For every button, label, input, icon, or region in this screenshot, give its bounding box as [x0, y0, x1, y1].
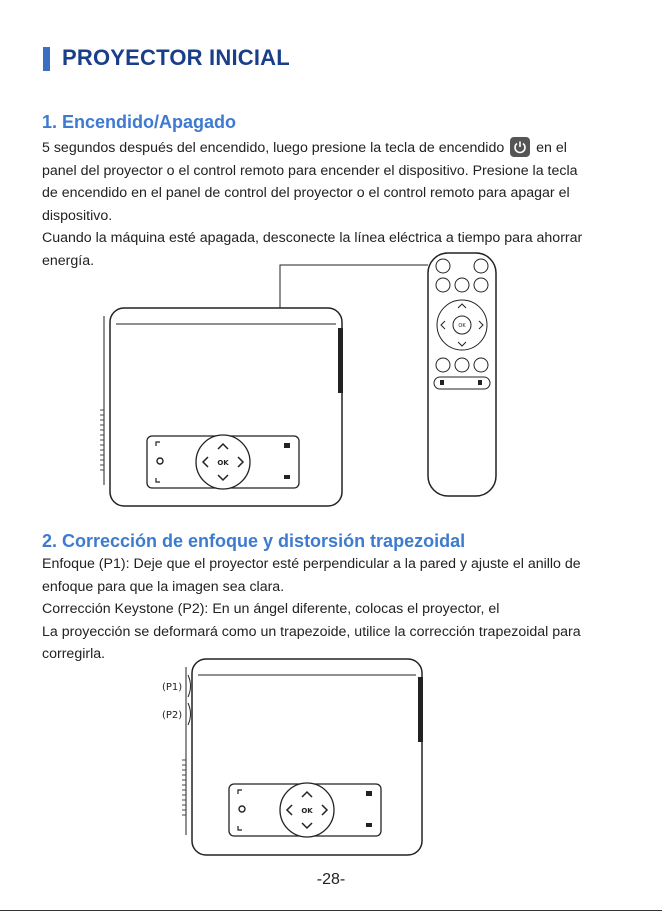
section2-line2: enfoque para que la imagen sea clara.	[42, 578, 285, 595]
projector-remote-diagram	[0, 250, 662, 510]
section2-text	[42, 553, 581, 666]
section1-line4: dispositivo.	[42, 207, 113, 224]
focus-keystone-diagram	[0, 655, 662, 865]
svg-text:OK: OK	[301, 807, 313, 815]
section1-line5: Cuando la máquina esté apagada, desconecte la línea eléctrica a tiempo para ahorrar	[42, 230, 583, 246]
section1-line3: de encendido en el panel de control del proyector o el control remoto para apagar el	[42, 185, 570, 201]
section2-line1: Enfoque (P1): Deje que el proyector esté perpendicular a la pared y ajuste el anillo de	[42, 556, 581, 572]
power-icon	[510, 137, 530, 157]
ok-label: OK	[217, 459, 229, 467]
section2-heading: 2. Corrección de enfoque y distorsión trapezoidal	[42, 531, 466, 551]
section1-line1a: 5 segundos después del encendido, luego presione la tecla de encendido	[42, 140, 505, 156]
section1-heading: 1. Encendido/Apagado	[42, 112, 237, 132]
section1-line6: energía.	[42, 252, 95, 269]
page-title: PROYECTOR INICIAL	[62, 45, 290, 70]
bottom-rule	[0, 910, 662, 911]
section2-line5: corregirla.	[42, 646, 106, 662]
remote-illustration	[428, 253, 496, 496]
projector-illustration	[100, 308, 343, 506]
svg-text:OK: OK	[458, 323, 466, 329]
p1-label: (P1)	[162, 682, 183, 693]
section1-line2: panel del proyector o el control remoto para encender el dispositivo. Presione la tecla	[42, 162, 578, 179]
p2-label: (P2)	[162, 710, 183, 721]
section2-line3: Corrección Keystone (P2): En un ángel diferente, colocas el proyector, el	[42, 601, 500, 617]
title-accent-bar	[43, 47, 50, 71]
page-number: -28-	[316, 871, 346, 888]
section1-line1b: en el	[536, 140, 567, 156]
section2-line4: La proyección se deformará como un trapezoide, utilice la corrección trapezoidal para	[42, 623, 581, 640]
